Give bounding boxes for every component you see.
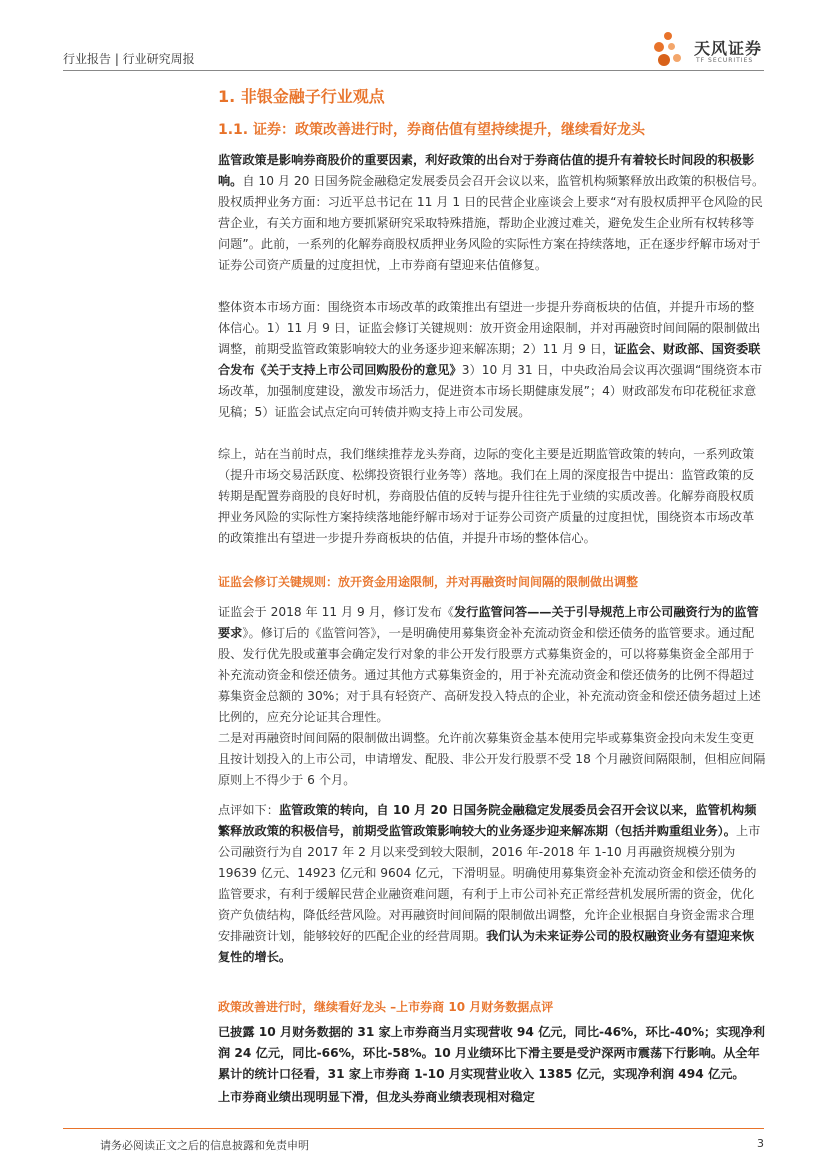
paragraph-4: [218, 602, 766, 728]
paragraph-4-bold: 发行监管问答——关于引导规范上市公司融资行为的监管要求: [218, 605, 759, 640]
footer-divider: [63, 1128, 764, 1129]
sub-heading-1: 证监会修订关键规则：放开资金用途限制，并对再融资时间间隔的限制做出调整: [218, 575, 639, 589]
paragraph-4-text-a: 证监会于 2018 年 11 月 9 月，修订发布《: [218, 605, 454, 619]
footer-disclaimer: 请务必阅读正文之后的信息披露和免责申明: [100, 1139, 309, 1152]
paragraph-6-bold-2: 我们认为未来证券公司的股权融资业务有望迎来恢复性的增长。: [218, 929, 755, 964]
paragraph-6-bold: 监管政策的转向，自 10 月 20 日国务院金融稳定发展委员会召开会议以来，监管机构频繁释放政策的积极信号，前期受监管政策影响较大的业务逐步迎来解冻期（包括并购重组业务）。: [218, 803, 757, 838]
section-title: 1. 非银金融子行业观点: [218, 87, 385, 106]
paragraph-7: 已披露 10 月财务数据的 31 家上市券商当月实现营收 94 亿元，同比-46%，环比-40%；实现净利润 24 亿元，同比-66%，环比-58%。10 月业绩环比下滑主要是受沪深两市震荡下行影响。从全年累计的统计口径看，31 家上市券商 1-10 月实现营业收入 1385 亿元，实现净利润 494 亿元。: [218, 1025, 765, 1081]
logo-mark-icon: [650, 30, 690, 70]
page-number: 3: [757, 1137, 764, 1150]
paragraph-5: 二是对再融资时间间隔的限制做出调整。允许前次募集资金基本使用完毕或募集资金投向未发生变更且按计划投入的上市公司，申请增发、配股、非公开发行股票不受 18 个月融资间隔限制，但相应间隔原则上不得少于 6 个月。: [218, 731, 766, 787]
logo-name: 天风证券: [694, 39, 763, 58]
paragraph-4-text-b: 》。修订后的《监管问答》，一是明确使用募集资金补充流动资金和偿还债务的监管要求。通过配股、发行优先股或董事会确定发行对象的非公开发行股票方式募集资金的，可以将募集资金全部用于补充流动资金和偿还债务。通过其他方式募集资金的，用于补充流动资金和偿还债务的比例不得超过募集资金总额的 30%；对于具有轻资产、高研发投入特点的企业，补充流动资金和偿还债务超过上述比例的，应充分论证其合理性。: [218, 626, 761, 724]
paragraph-1-bold: 监管政策是影响券商股价的重要因素，利好政策的出台对于券商估值的提升有着较长时间段的积极影响。: [218, 153, 755, 188]
header-divider: [63, 70, 764, 71]
paragraph-6-text-a: 点评如下：: [218, 803, 279, 817]
paragraph-2-text-b: 3）10 月 31 日，中央政治局会议再次强调“围绕资本市场改革，加强制度建设，激发市场活力，促进资本市场长期健康发展”；4）财政部发布印花税征求意见稿；5）证监会试点定向可转债并购支持上市公司发展。: [218, 363, 763, 419]
section-subtitle: 1.1. 证券：政策改善进行时，券商估值有望持续提升，继续看好龙头: [218, 122, 645, 138]
paragraph-8: 上市券商业绩出现明显下滑，但龙头券商业绩表现相对稳定: [218, 1090, 535, 1104]
paragraph-1: [218, 150, 766, 276]
company-logo: [650, 30, 770, 70]
paragraph-6-text-b: 上市公司融资行为自 2017 年 2 月以来受到较大限制，2016 年-2018 年 1-10 月再融资规模分别为 19639 亿元、14923 亿元和 9604 亿元，下滑明显。明确使用募集资金补充流动资金和偿还债务的监管要求，有利于缓解民营企业融资难问题，有利于上市公司补充正常经营机发展所需的资金，优化资产负债结构，降低经营风险。对再融资时间间隔的限制做出调整，允许企业根据自身资金需求合理安排融资计划，能够较好的匹配企业的经营周期。: [218, 824, 761, 943]
paragraph-6: [218, 800, 766, 968]
paragraph-2-bold: 证监会、财政部、国资委联合发布《关于支持上市公司回购股份的意见》: [218, 342, 761, 377]
paragraph-2: [218, 297, 766, 423]
paragraph-3: 综上，站在当前时点，我们继续推荐龙头券商，边际的变化主要是近期监管政策的转向，一系列政策（提升市场交易活跃度、松绑投资银行业务等）落地。我们在上周的深度报告中提出：监管政策的反转期是配置券商股的良好时机，券商股估值的反转与提升往往先于业绩的实质改善。化解券商股权质押业务风险的实际性方案持续落地能纾解市场对于证券公司资产质量的过度担忧，围绕资本市场改革的政策推出有望进一步提升券商板块的估值，并提升市场的整体信心。: [218, 447, 755, 545]
logo-subtitle: TF SECURITIES: [696, 57, 754, 64]
paragraph-2-text-a: 整体资本市场方面：围绕资本市场改革的政策推出有望进一步提升券商板块的估值，并提升市场的整体信心。1）11 月 9 日，证监会修订关键规则：放开资金用途限制，并对再融资时间间隔的限制做出调整，前期受监管政策影响较大的业务逐步迎来解冻期；2）11 月 9 日，: [218, 300, 761, 356]
sub-heading-2: 政策改善进行时，继续看好龙头 –上市券商 10 月财务数据点评: [218, 1000, 554, 1014]
paragraph-1-text: 自 10 月 20 日国务院金融稳定发展委员会召开会议以来，监管机构频繁释放出政策的积极信号。股权质押业务方面：习近平总书记在 11 月 1 日的民营企业座谈会上要求“对有股权质押平仓风险的民营企业，有关方面和地方要抓紧研究采取特殊措施，帮助企业渡过难关，避免发生企业所有权转移等问题”。此前，一系列的化解券商股权质押业务风险的实际性方案在持续落地，正在逐步纾解市场对于证券公司资产质量的过度担忧，上市券商有望迎来估值修复。: [218, 174, 765, 272]
header-label: 行业报告 | 行业研究周报: [63, 52, 195, 66]
